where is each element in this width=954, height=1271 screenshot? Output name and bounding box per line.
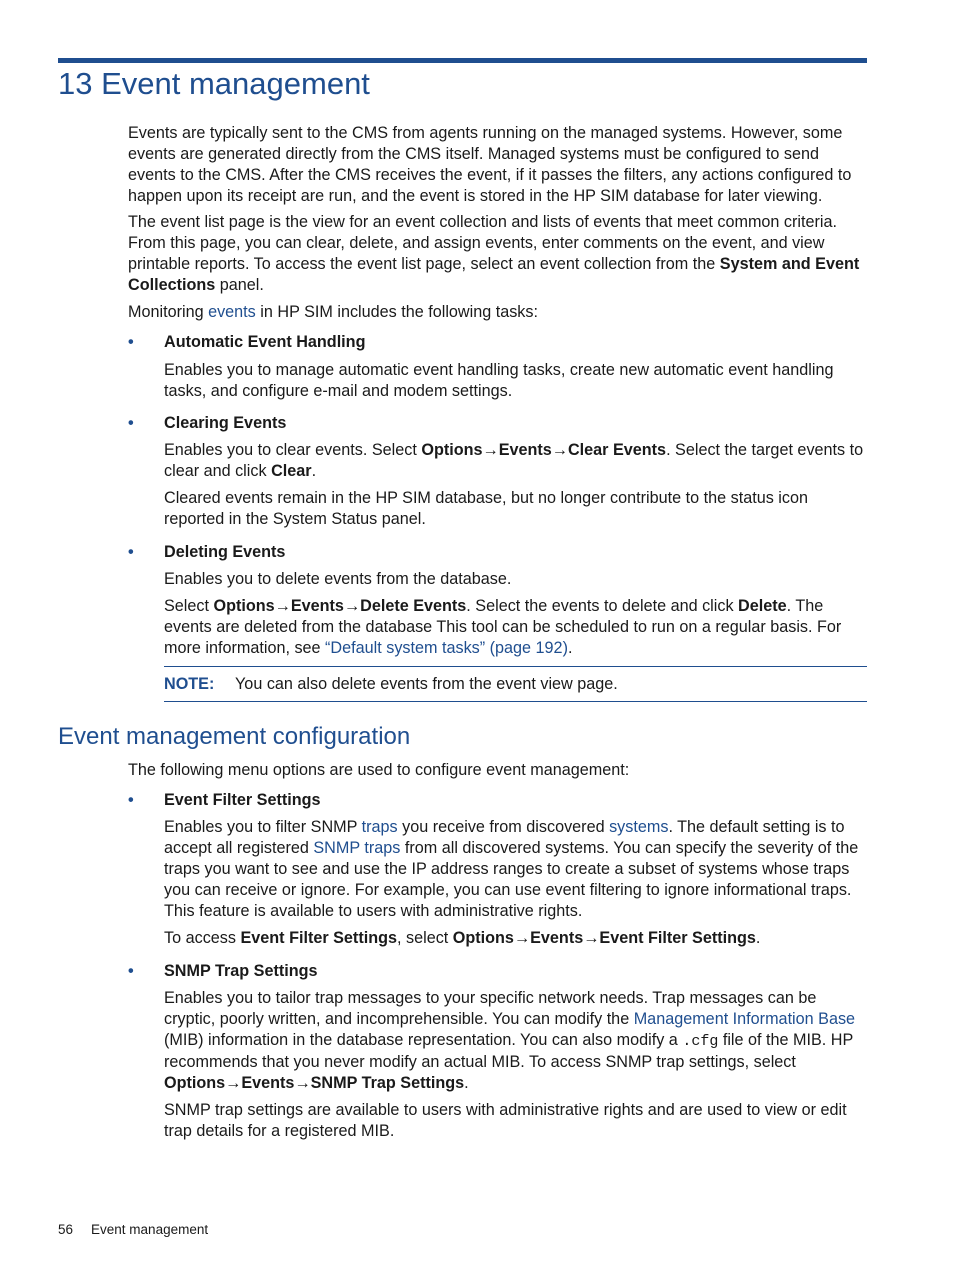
bullet-icon: • [128, 333, 134, 351]
config-intro: The following menu options are used to configure event management: [128, 761, 630, 779]
automatic-event-handling-description: Enables you to manage automatic event handling tasks, create new automatic event handling tasks, and configure e-mail and modem settings. [164, 361, 834, 400]
arrow-icon: → [551, 441, 568, 459]
deleting-events-instructions: Select Options→Events→Delete Events. Select the events to delete and click Delete. The events are deleted from the database This tool can be scheduled to run on a regular basis. For more information, see “Default system tasks” (page 192). [164, 597, 842, 657]
note-text: You can also delete events from the event view page. [235, 675, 618, 693]
intro-paragraph-1: Events are typically sent to the CMS from agents running on the managed systems. However, some events are generated directly from the CMS itself. Managed systems must be configured to send events to the CMS. After the CMS receives the event, if it passes the filters, any actions configured to happen upon its receipt are run, and the event is stored in the HP SIM database for later viewing. [128, 124, 852, 205]
intro-paragraph-2: The event list page is the view for an event collection and lists of events that meet common criteria. From this page, you can clear, delete, and assign events, enter comments on the event, and view printable reports. To access the event list page, select an event collection from the System and Event Collections panel. [128, 213, 860, 294]
option-snmp-trap-settings: • SNMP Trap Settings [128, 962, 318, 980]
arrow-icon: → [343, 597, 361, 615]
management-information-base-link[interactable]: Management Information Base [633, 1010, 856, 1028]
arrow-icon: → [225, 1074, 242, 1092]
arrow-icon: → [482, 441, 499, 459]
deleting-events-description: Enables you to delete events from the database. [164, 570, 512, 588]
snmp-traps-link[interactable]: SNMP traps [313, 839, 401, 857]
snmp-trap-rights: SNMP trap settings are available to users with administrative rights and are used to view or edit trap details for a registered MIB. [164, 1101, 847, 1140]
events-link[interactable]: events [208, 303, 256, 321]
cfg-code: .cfg [682, 1033, 719, 1050]
default-system-tasks-link[interactable]: “Default system tasks” (page 192) [325, 639, 568, 657]
event-filter-access: To access Event Filter Settings, select Options→Events→Event Filter Settings. [164, 929, 761, 947]
systems-link[interactable]: systems [609, 818, 669, 836]
arrow-icon: → [294, 1074, 311, 1092]
note-label: NOTE: [164, 675, 215, 693]
traps-link[interactable]: traps [361, 818, 398, 836]
event-filter-description: Enables you to filter SNMP traps you receive from discovered systems. The default setting is to accept all registered SNMP traps from all discovered systems. You can specify the severity of the traps you want to see and use the IP address ranges to create a subset of systems whose traps you can receive or ignore. For example, you can use event filtering to ignore informational traps. This feature is available to users with administrative rights. [164, 818, 859, 920]
section-title: Event management configuration [58, 723, 411, 750]
option-event-filter-settings: • Event Filter Settings [128, 791, 321, 809]
note-box [164, 666, 867, 702]
task-deleting-events: • Deleting Events [128, 543, 286, 561]
snmp-trap-description: Enables you to tailor trap messages to your specific network needs. Trap messages can be cryptic, poorly written, and incomprehensible. You can modify the Management Information Base (MIB) information in the database representation. You can also modify a .cfg file of the MIB. HP recommends that you never modify an actual MIB. To access SNMP trap settings, select Options→Events→SNMP Trap Settings. [164, 989, 856, 1092]
chapter-title: 13 Event management [58, 66, 370, 101]
task-clearing-events: • Clearing Events [128, 414, 287, 432]
clearing-events-note: Cleared events remain in the HP SIM database, but no longer contribute to the status icon reported in the System Status panel. [164, 489, 808, 528]
bullet-icon: • [128, 962, 134, 980]
page-number: 56 [58, 1222, 74, 1237]
task-automatic-event-handling: • Automatic Event Handling [128, 333, 366, 351]
footer-section: Event management [91, 1222, 209, 1237]
intro-paragraph-3: Monitoring events in HP SIM includes the following tasks: [128, 303, 538, 321]
page-footer [58, 1222, 208, 1237]
top-rule [58, 58, 867, 63]
arrow-icon: → [513, 929, 531, 947]
bullet-icon: • [128, 791, 134, 809]
bullet-icon: • [128, 414, 134, 432]
arrow-icon: → [274, 597, 291, 615]
arrow-icon: → [583, 929, 600, 947]
bullet-icon: • [128, 543, 134, 561]
clearing-events-description: Enables you to clear events. Select Options→Events→Clear Events. Select the target events to clear and click Clear. [164, 441, 864, 480]
